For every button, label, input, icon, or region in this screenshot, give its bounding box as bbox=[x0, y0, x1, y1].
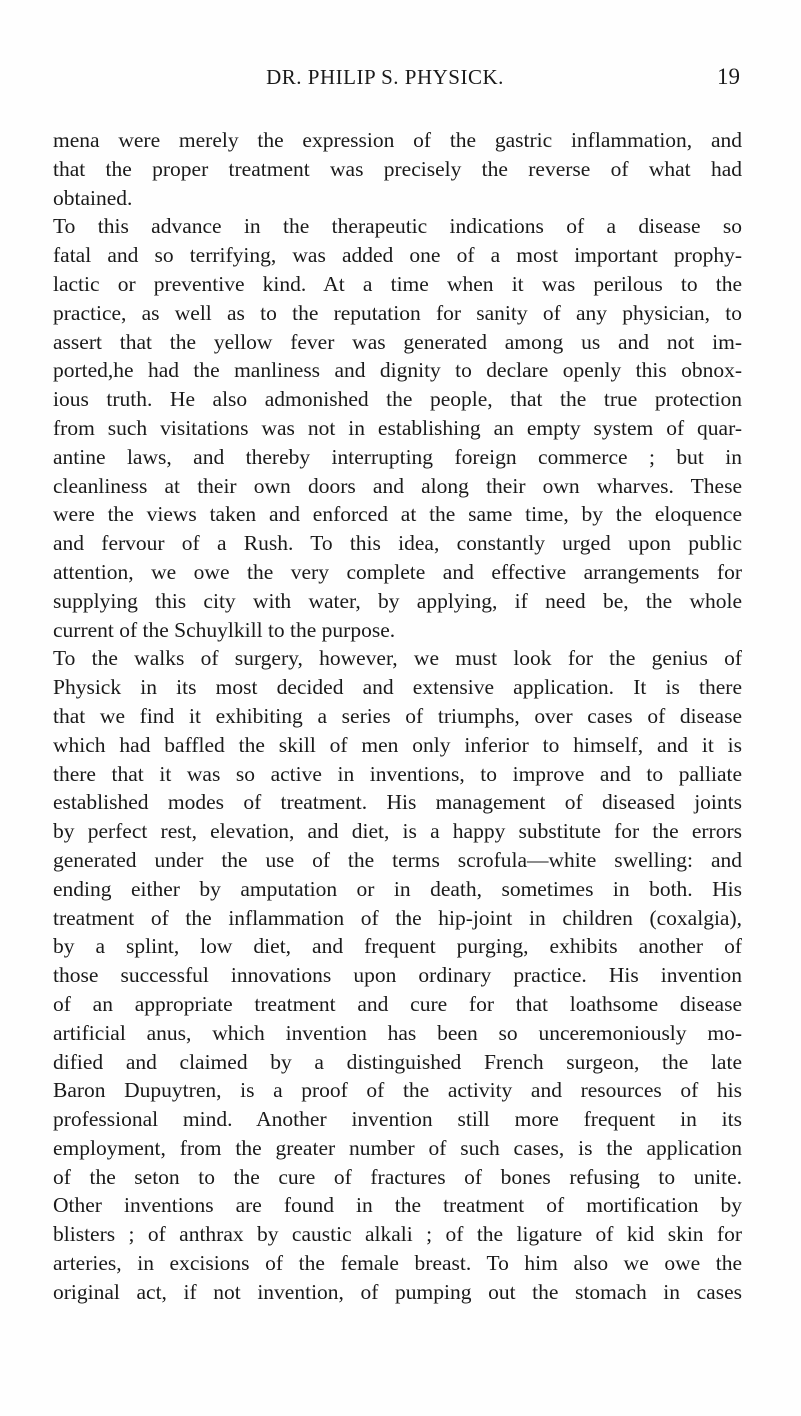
text-line: were the views taken and enforced at the same time, by the eloquence bbox=[53, 502, 742, 527]
text-line: To the walks of surgery, however, we must look for the genius of bbox=[53, 646, 742, 671]
text-line: which had baffled the skill of men only inferior to himself, and it is bbox=[53, 732, 742, 757]
text-line: practice, as well as to the reputation for sanity of any physician, to bbox=[53, 300, 742, 325]
running-title: DR. PHILIP S. PHYSICK. bbox=[266, 65, 504, 89]
text-line: dified and claimed by a distinguished French surgeon, the late bbox=[53, 1049, 742, 1074]
text-line: by perfect rest, elevation, and diet, is a happy substitute for the errors bbox=[53, 819, 742, 844]
text-line: treatment of the inflammation of the hip-joint in children (coxalgia), bbox=[53, 905, 742, 930]
text-line: assert that the yellow fever was generated among us and not im- bbox=[53, 329, 742, 354]
text-line: obtained. bbox=[53, 185, 133, 210]
text-line: attention, we owe the very complete and effective arrangements for bbox=[53, 559, 742, 584]
body-text bbox=[53, 126, 742, 1307]
text-line: antine laws, and thereby interrupting foreign commerce ; but in bbox=[53, 444, 742, 469]
text-line: Physick in its most decided and extensive application. It is there bbox=[53, 675, 742, 700]
text-line: of an appropriate treatment and cure for that loathsome disease bbox=[53, 991, 742, 1016]
text-line: from such visitations was not in establishing an empty system of quar- bbox=[53, 415, 742, 440]
text-line: mena were merely the expression of the gastric inflammation, and bbox=[53, 128, 742, 152]
text-line: those successful innovations upon ordinary practice. His invention bbox=[53, 963, 742, 988]
text-line: of the seton to the cure of fractures of bones refusing to unite. bbox=[53, 1164, 742, 1189]
text-line: ious truth. He also admonished the people, that the true protection bbox=[53, 387, 742, 412]
text-line: generated under the use of the terms scrofula—white swelling: and bbox=[53, 847, 742, 872]
text-line: lactic or preventive kind. At a time when it was perilous to the bbox=[53, 271, 742, 296]
text-line: established modes of treatment. His management of diseased joints bbox=[53, 790, 742, 815]
text-line: Baron Dupuytren, is a proof of the activity and resources of his bbox=[53, 1078, 742, 1103]
text-line: there that it was so active in inventions, to improve and to palliate bbox=[53, 761, 742, 786]
text-line: arteries, in excisions of the female breast. To him also we owe the bbox=[53, 1251, 742, 1276]
text-line: that we find it exhibiting a series of triumphs, over cases of disease bbox=[53, 703, 742, 728]
text-line: current of the Schuylkill to the purpose. bbox=[53, 617, 396, 642]
text-line: employment, from the greater number of such cases, is the application bbox=[53, 1135, 742, 1160]
text-line: fatal and so terrifying, was added one of a most important prophy- bbox=[53, 243, 742, 268]
text-line: artificial anus, which invention has been so unceremoniously mo- bbox=[53, 1020, 742, 1045]
text-line: blisters ; of anthrax by caustic alkali ; of the ligature of kid skin for bbox=[53, 1222, 742, 1247]
text-line: that the proper treatment was precisely the reverse of what had bbox=[53, 156, 742, 181]
running-head bbox=[70, 62, 740, 92]
text-line: To this advance in the therapeutic indications of a disease so bbox=[53, 214, 742, 239]
text-line: supplying this city with water, by applying, if need be, the whole bbox=[53, 588, 742, 613]
text-line: by a splint, low diet, and frequent purging, exhibits another of bbox=[53, 934, 742, 959]
text-line: professional mind. Another invention still more frequent in its bbox=[53, 1107, 742, 1132]
text-line: cleanliness at their own doors and along their own wharves. These bbox=[53, 473, 742, 498]
text-line: Other inventions are found in the treatment of mortification by bbox=[53, 1193, 742, 1218]
text-line: original act, if not invention, of pumping out the stomach in cases bbox=[53, 1279, 742, 1304]
text-line: ending either by amputation or in death, sometimes in both. His bbox=[53, 876, 742, 901]
text-line: ported,he had the manliness and dignity to declare openly this obnox- bbox=[53, 358, 742, 383]
page-number: 19 bbox=[717, 64, 740, 89]
text-line: and fervour of a Rush. To this idea, constantly urged upon public bbox=[53, 531, 742, 556]
